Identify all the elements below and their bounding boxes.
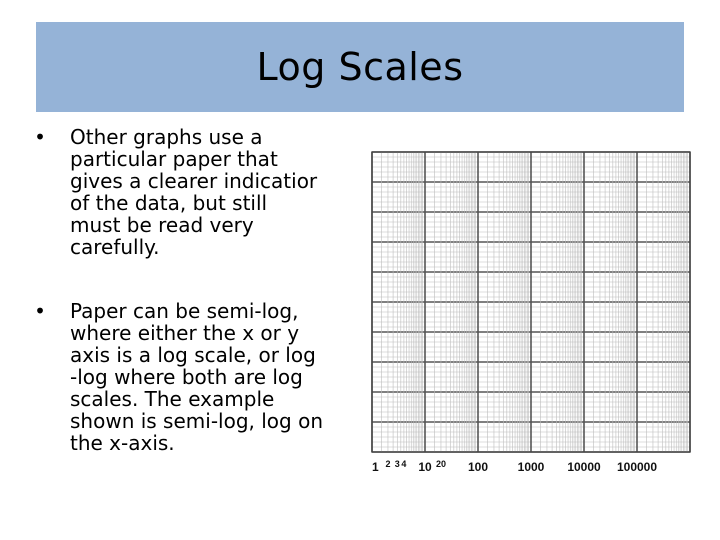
bullet-line: Paper can be semi-log,	[70, 299, 299, 323]
bullet-line: gives a clearer indicatior	[70, 169, 318, 193]
bullet-line: carefully.	[70, 235, 160, 259]
bullet-line: shown is semi-log, log on	[70, 409, 323, 433]
bullet-dot-icon: •	[34, 299, 46, 323]
bullet-item-graph-paper	[30, 126, 360, 258]
x-tick-label: 10	[418, 460, 432, 474]
bullet-list	[30, 126, 360, 496]
x-tick-label: 20	[435, 459, 446, 469]
bullet-item-semi-log	[30, 300, 360, 454]
bullet-line: must be read very	[70, 213, 254, 237]
bullet-line: particular paper that	[70, 147, 278, 171]
bullet-line: Other graphs use a	[70, 125, 263, 149]
bullet-line: the x-axis.	[70, 431, 175, 455]
semi-log-graph-paper	[368, 150, 694, 480]
bullet-text	[70, 126, 360, 258]
x-tick-label: 100000	[616, 460, 658, 474]
slide-title: Log Scales	[256, 45, 464, 89]
bullet-line: where either the x or y	[70, 321, 300, 345]
graph-paper-svg	[368, 150, 694, 480]
bullet-line: axis is a log scale, or log	[70, 343, 316, 367]
slide-title-bar	[36, 22, 684, 112]
x-tick-label: 2	[385, 459, 391, 469]
x-tick-label: 10000	[567, 460, 601, 474]
bullet-dot-icon: •	[34, 125, 46, 149]
x-tick-label: 3	[394, 459, 400, 469]
bullet-line: of the data, but still	[70, 191, 268, 215]
bullet-line: scales. The example	[70, 387, 275, 411]
bullet-text	[70, 300, 360, 454]
x-tick-label: 1000	[517, 460, 545, 474]
x-tick-label: 100	[467, 460, 489, 474]
x-tick-label: 4	[401, 459, 407, 469]
x-tick-label: 1	[372, 460, 379, 474]
bullet-line: -log where both are log	[70, 365, 303, 389]
